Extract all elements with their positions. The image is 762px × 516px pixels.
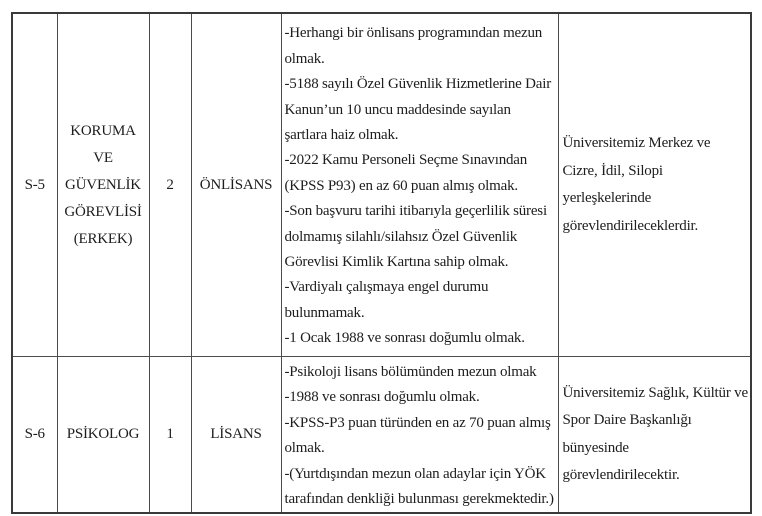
requirement-item: -KPSS-P3 puan türünden en az 70 puan almış olmak. [284,414,551,457]
education-level: ÖNLİSANS [191,13,281,357]
requirements-cell [281,357,558,514]
position-code: S-6 [12,357,57,514]
requirement-item: -5188 sayılı Özel Güvenlik Hizmetlerine Dair Kanun’un 10 uncu maddesinde sayılan şartlara haiz olmak. [284,76,552,143]
assignment-cell [558,357,751,514]
position-quota: 1 [149,357,191,514]
assignment-text: Üniversitemiz Merkez ve Cizre, İdil, Silopi yerleşkelerinde görevlendirileceklerdir. [562,135,711,234]
requirements-cell [281,13,558,357]
requirement-item: -(Yurtdışından mezun olan adaylar için YÖK tarafından denkliği bulunması gerekmektedir.) [284,465,554,508]
requirement-item: -Herhangi bir önlisans programından mezun olmak. [284,25,543,67]
requirement-item: -1 Ocak 1988 ve sonrası doğumlu olmak. [284,330,525,347]
requirement-item: -Vardiyalı çalışmaya engel durumu bulunmamak. [284,279,489,321]
requirement-item: -Psikoloji lisans bölümünden mezun olmak [284,364,537,380]
assignment-cell [558,13,751,357]
job-postings-table [11,12,752,514]
requirement-item: -1988 ve sonrası doğumlu olmak. [284,389,480,406]
assignment-text: Üniversitemiz Sağlık, Kültür ve Spor Daire Başkanlığı bünyesinde görevlendirilecektir. [562,384,748,484]
table-row [12,13,751,357]
position-quota: 2 [149,13,191,357]
position-title: PSİKOLOG [57,357,149,514]
table-row [12,357,751,514]
requirement-item: -Son başvuru tarihi itibarıyla geçerlilik süresi dolmamış silahlı/silahsız Özel Güvenlik Görevlisi Kimlik Kartına sahip olmak. [284,203,547,271]
requirement-item: -2022 Kamu Personeli Seçme Sınavından (KPSS P93) en az 60 puan almış olmak. [284,152,528,194]
education-level: LİSANS [191,357,281,514]
position-code: S-5 [12,13,57,357]
position-title: KORUMA VE GÜVENLİK GÖREVLİSİ (ERKEK) [57,13,149,357]
